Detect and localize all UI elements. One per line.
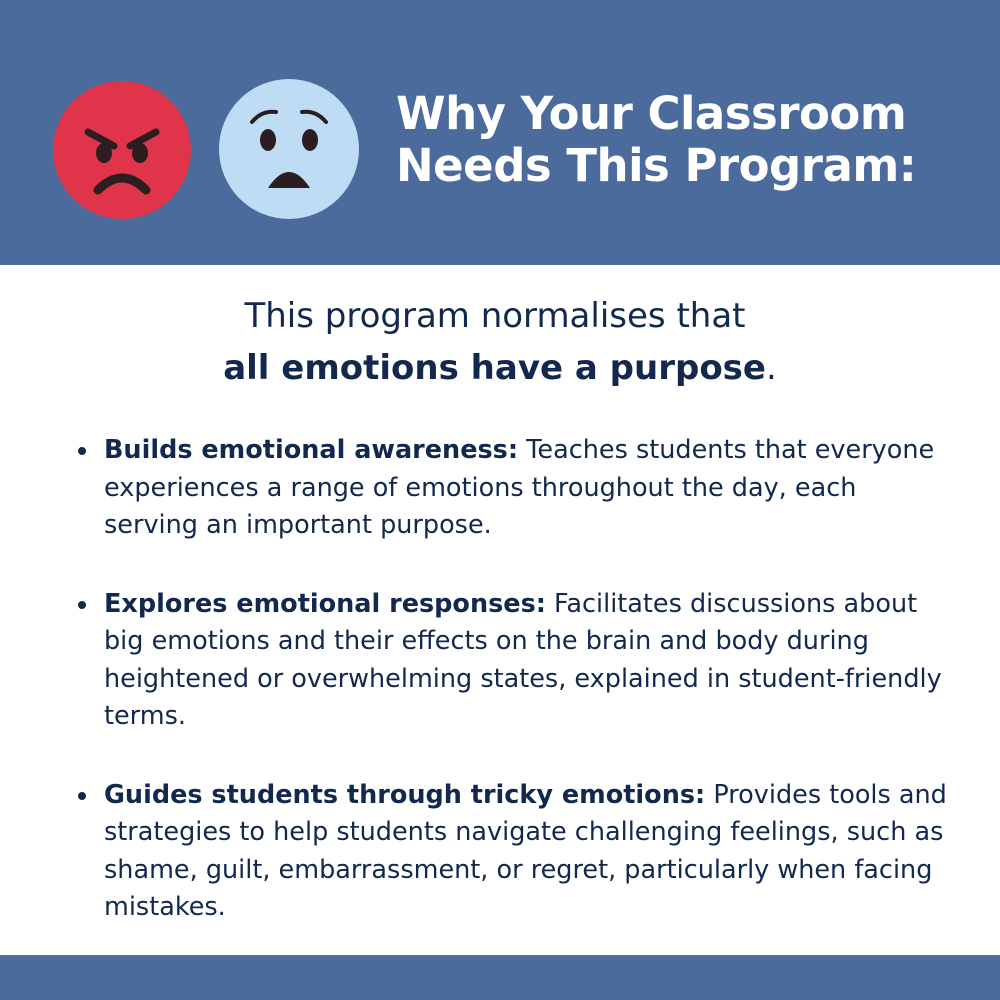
intro-emphasis: all emotions have a purpose — [223, 348, 766, 388]
angry-face-icon — [52, 80, 192, 220]
list-item — [75, 586, 955, 736]
title-line-2: Needs This Program: — [396, 139, 917, 192]
list-item-title: Guides students through tricky emotions: — [104, 779, 706, 810]
intro-period: . — [765, 348, 777, 388]
list-item — [75, 432, 955, 545]
list-item-title: Explores emotional responses: — [104, 588, 546, 619]
title-line-1: Why Your Classroom — [396, 87, 907, 140]
benefits-list — [75, 432, 955, 968]
intro-line-2 — [0, 342, 1000, 394]
list-item-title: Builds emotional awareness: — [104, 435, 519, 465]
bullet-dot-icon — [78, 601, 86, 609]
intro-statement — [0, 290, 1000, 394]
bullet-dot-icon — [78, 792, 86, 800]
page-title — [396, 88, 976, 192]
list-item-text: Provides tools and strategies to help students navigate challenging feelings, such as shame, guilt, embarrassment, or regret, particularly when facing mistakes. — [104, 779, 947, 922]
bullet-dot-icon — [78, 447, 86, 455]
list-item-text: Facilitates discussions about big emotions and their effects on the brain and body during heightened or overwhelming states, explained in student-friendly terms. — [104, 588, 942, 731]
footer-bar — [0, 955, 1000, 1000]
list-item — [75, 777, 955, 927]
worried-face-icon — [218, 78, 360, 220]
list-item-text: Teaches students that everyone experiences a range of emotions throughout the day, each serving an important purpose. — [104, 435, 935, 540]
header-banner — [0, 0, 1000, 265]
intro-line-1: This program normalises that — [244, 296, 746, 336]
